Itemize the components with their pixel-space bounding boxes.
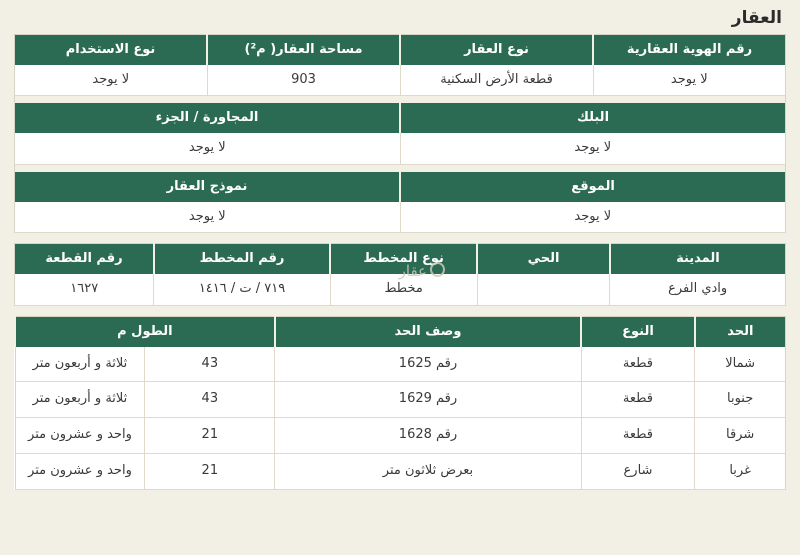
- value-city: وادي الفرع: [610, 274, 786, 305]
- cell-limit-type: قطعة: [581, 418, 695, 454]
- header-usage-type: نوع الاستخدام: [15, 35, 208, 65]
- cell-limit: جنوبا: [695, 382, 786, 418]
- cell-limit-type: شارع: [581, 454, 695, 490]
- value-real-estate-id: لا يوجد: [593, 65, 786, 96]
- cell-length-text: واحد و عشرون متر: [15, 418, 145, 454]
- value-district: [477, 274, 610, 305]
- value-plan-type: مخطط: [330, 274, 477, 305]
- header-parcel-number: رقم القطعة: [15, 244, 154, 274]
- page-title: العقار: [731, 8, 782, 28]
- cell-limit: شرقا: [695, 418, 786, 454]
- header-plan-type: نوع المخطط: [330, 244, 477, 274]
- table-row: [15, 418, 786, 454]
- property-header-row-3: [15, 172, 786, 202]
- header-block: البلك: [400, 103, 785, 133]
- header-limit: الحد: [695, 316, 786, 346]
- table-row: [15, 454, 786, 490]
- watermark-text: عقار: [398, 262, 427, 280]
- header-limit-length: الطول م: [15, 316, 275, 346]
- header-property-model: نموذج العقار: [15, 172, 401, 202]
- spacer-row: [15, 96, 786, 104]
- cell-limit-type: قطعة: [581, 347, 695, 382]
- cell-limit: غربا: [695, 454, 786, 490]
- table-row: [15, 347, 786, 382]
- cell-limit-description: بعرض ثلاثون متر: [275, 454, 581, 490]
- value-parcel-number: ١٦٢٧: [15, 274, 154, 305]
- boundaries-header-row: [15, 316, 786, 346]
- property-details-table: [14, 34, 786, 233]
- header-city: المدينة: [610, 244, 786, 274]
- property-header-row-1: [15, 35, 786, 65]
- cell-length-number: 43: [145, 382, 275, 418]
- cell-length-text: ثلاثة و أربعون متر: [15, 347, 145, 382]
- header-real-estate-id: رقم الهوية العقارية: [593, 35, 786, 65]
- header-property-area: مساحة العقار( م²): [207, 35, 400, 65]
- cell-length-number: 21: [145, 418, 275, 454]
- header-limit-type: النوع: [581, 316, 695, 346]
- property-value-row-1: [15, 65, 786, 96]
- property-header-row-2: [15, 103, 786, 133]
- cell-length-number: 43: [145, 347, 275, 382]
- value-plan-number: ٧١٩ / ت / ١٤١٦: [154, 274, 330, 305]
- property-value-row-2: [15, 133, 786, 164]
- header-location: الموقع: [400, 172, 785, 202]
- cell-limit-type: قطعة: [581, 382, 695, 418]
- cell-limit-description: رقم 1629: [275, 382, 581, 418]
- plan-details-table: [14, 243, 786, 305]
- spacer-row: [15, 164, 786, 172]
- table-row: [15, 382, 786, 418]
- value-neighbourhood-part: لا يوجد: [15, 133, 401, 164]
- cell-length-text: واحد و عشرون متر: [15, 454, 145, 490]
- header-plan-number: رقم المخطط: [154, 244, 330, 274]
- plan-value-row: [15, 274, 786, 305]
- header-limit-description: وصف الحد: [275, 316, 581, 346]
- cell-limit-description: رقم 1628: [275, 418, 581, 454]
- header-neighbourhood-part: المجاورة / الجزء: [15, 103, 401, 133]
- value-usage-type: لا يوجد: [15, 65, 208, 96]
- cell-length-number: 21: [145, 454, 275, 490]
- cell-limit: شمالا: [695, 347, 786, 382]
- value-block: لا يوجد: [400, 133, 785, 164]
- cell-length-text: ثلاثة و أربعون متر: [15, 382, 145, 418]
- boundaries-table: [14, 316, 786, 490]
- plan-header-row: [15, 244, 786, 274]
- value-property-type: قطعة الأرض السكنية: [400, 65, 593, 96]
- value-property-area: 903: [207, 65, 400, 96]
- value-location: لا يوجد: [400, 202, 785, 233]
- cell-limit-description: رقم 1625: [275, 347, 581, 382]
- header-property-type: نوع العقار: [400, 35, 593, 65]
- value-property-model: لا يوجد: [15, 202, 401, 233]
- property-value-row-3: [15, 202, 786, 233]
- header-district: الحي: [477, 244, 610, 274]
